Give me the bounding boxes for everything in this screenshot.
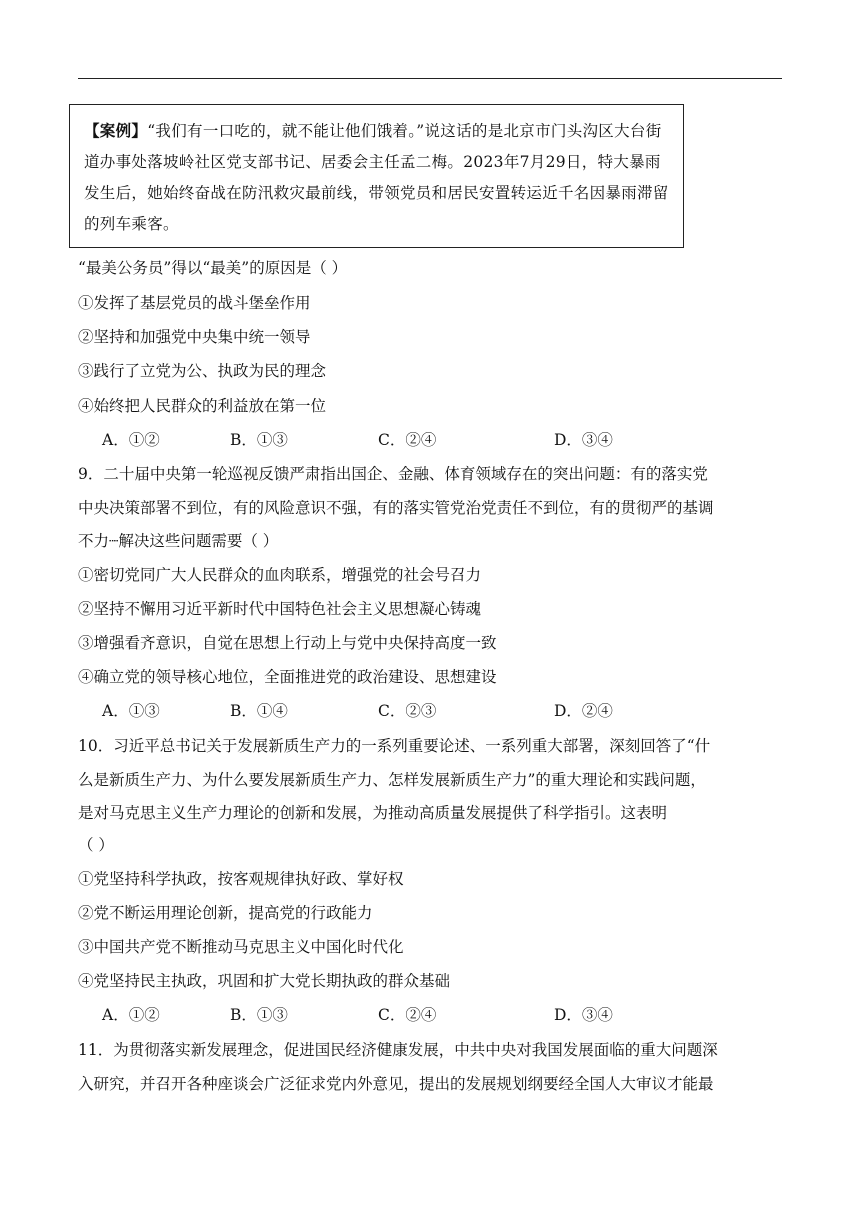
q9-option-3: ③增强看齐意识，自觉在思想上行动上与党中央保持高度一致 [78,634,497,652]
case-text [84,115,669,240]
case-body: “我们有一口吃的，就不能让他们饿着。”说这话的是北京市门头沟区大台街道办事处落坡岭社区党支部书记、居委会主任孟二梅。2023年7月29日，特大暴雨发生后，她始终奋战在防汛救灾最前线，带领党员和居民安置转运近千名因暴雨滞留的列车乘客。 [84,122,669,233]
q8-option-1: ①发挥了基层党员的战斗堡垒作用 [78,294,311,312]
q8-option-2: ②坚持和加强党中央集中统一领导 [78,328,311,346]
q8-choice-a[interactable]: A．①② [102,431,160,449]
header-rule [78,78,782,79]
q8-choice-c[interactable]: C．②④ [378,431,437,449]
q9-choice-a[interactable]: A．①③ [102,702,160,720]
q9-choice-c[interactable]: C．②③ [378,702,437,720]
q11-stem-line-2: 入研究，并召开各种座谈会广泛征求党内外意见，提出的发展规划纲要经全国人大审议才能最 [78,1075,714,1093]
q10-choices [102,1005,613,1025]
q9-choice-b[interactable]: B．①④ [230,702,288,720]
q9-choice-d[interactable]: D．②④ [554,702,613,720]
q9-stem-line-2: 中央决策部署不到位，有的风险意识不强，有的落实管党治党责任不到位，有的贯彻严的基调 [78,499,714,517]
q8-option-4: ④始终把人民群众的利益放在第一位 [78,397,327,415]
q8-stem: “最美公务员”得以“最美”的原因是（ ） [78,259,348,277]
q10-choice-d[interactable]: D．③④ [554,1006,613,1024]
q10-stem-line-2: 么是新质生产力、为什么要发展新质生产力、怎样发展新质生产力”的重大理论和实践问题， [78,771,706,789]
q10-choice-b[interactable]: B．①③ [230,1006,288,1024]
q9-stem-line-3: 不力┈解决这些问题需要（ ） [78,532,279,550]
q10-choice-a[interactable]: A．①② [102,1006,160,1024]
q10-stem-line-1: 10．习近平总书记关于发展新质生产力的一系列重要论述、一系列重大部署，深刻回答了“什 [78,737,711,755]
q10-stem-line-4: （ ） [78,836,114,854]
q9-stem-line-1: 9．二十届中央第一轮巡视反馈严肃指出国企、金融、体育领域存在的突出问题：有的落实党 [78,465,708,483]
q8-choice-d[interactable]: D．③④ [554,431,613,449]
case-tag: 【案例】 [84,121,148,140]
q10-option-2: ②党不断运用理论创新，提高党的行政能力 [78,904,373,922]
q9-choices [102,701,613,721]
q10-choice-c[interactable]: C．②④ [378,1006,437,1024]
q11-stem-line-1: 11．为贯彻落实新发展理念，促进国民经济健康发展，中共中央对我国发展面临的重大问题深 [78,1041,718,1059]
q8-choices [102,430,613,450]
q9-option-1: ①密切党同广大人民群众的血肉联系，增强党的社会号召力 [78,566,482,584]
q10-option-4: ④党坚持民主执政，巩固和扩大党长期执政的群众基础 [78,972,451,990]
case-box [69,104,684,248]
q8-choice-b[interactable]: B．①③ [230,431,288,449]
q10-stem-line-3: 是对马克思主义生产力理论的创新和发展，为推动高质量发展提供了科学指引。这表明 [78,804,668,822]
q9-option-2: ②坚持不懈用习近平新时代中国特色社会主义思想凝心铸魂 [78,600,482,618]
q8-option-3: ③践行了立党为公、执政为民的理念 [78,362,327,380]
q10-option-3: ③中国共产党不断推动马克思主义中国化时代化 [78,938,404,956]
q10-option-1: ①党坚持科学执政，按客观规律执好政、掌好权 [78,870,404,888]
q9-option-4: ④确立党的领导核心地位，全面推进党的政治建设、思想建设 [78,668,497,686]
